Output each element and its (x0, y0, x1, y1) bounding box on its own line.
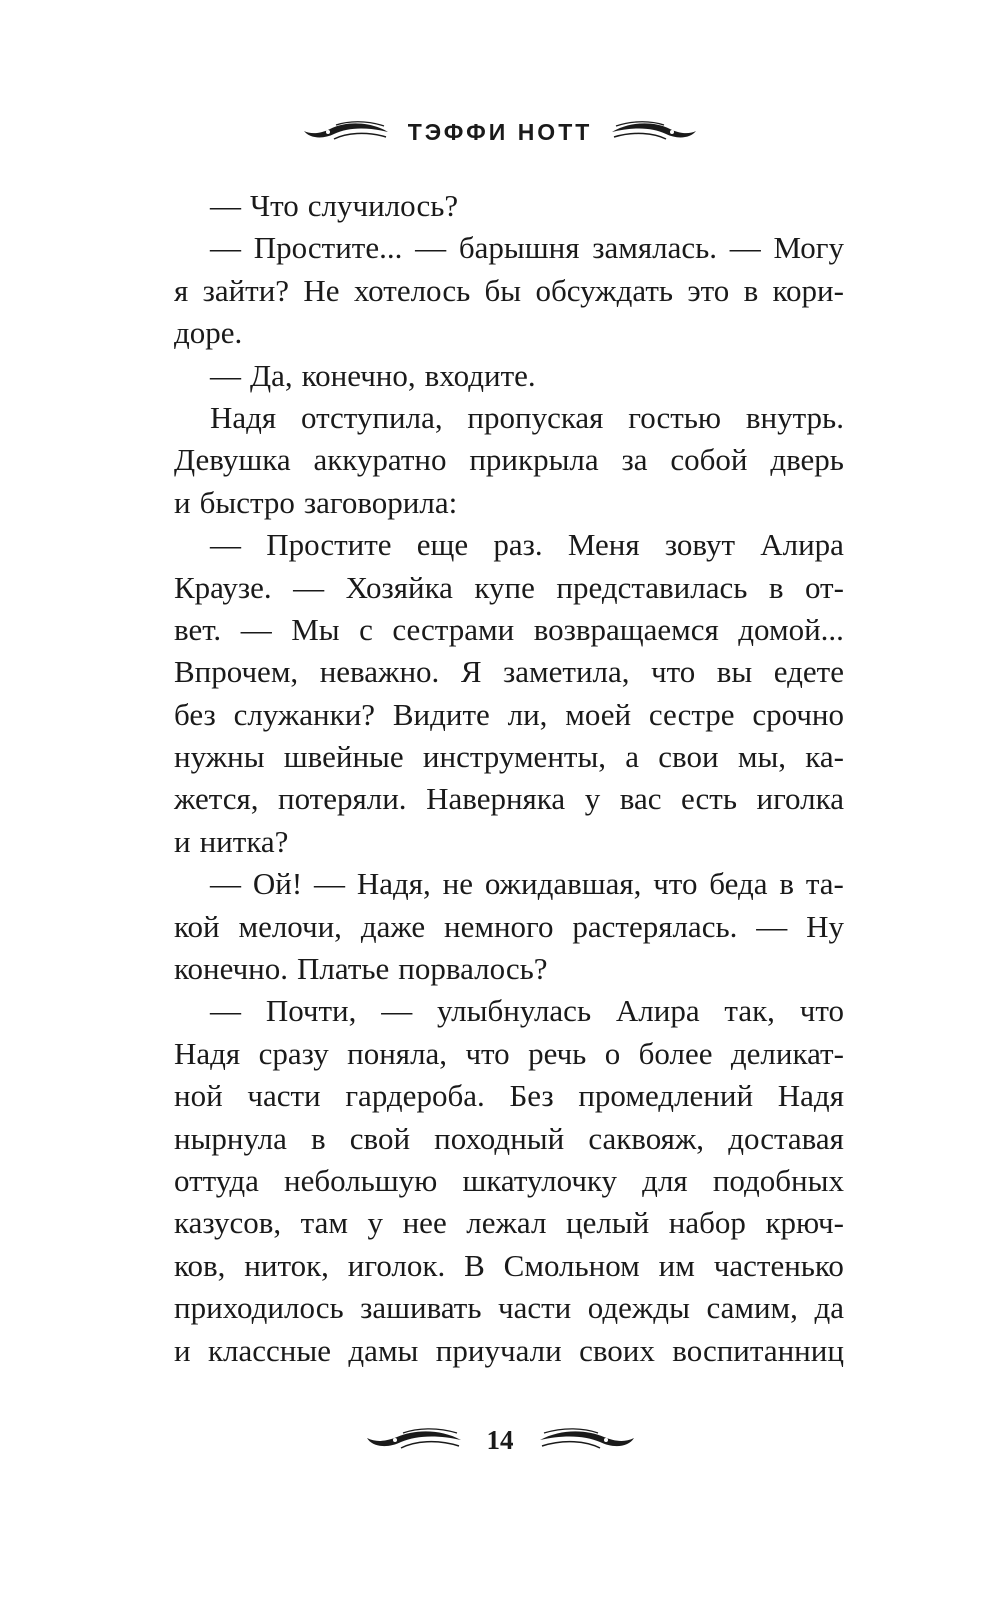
text-line: жется, потеряли. Наверняка у вас есть иголка (174, 781, 844, 817)
decorative-swirl-icon (610, 115, 700, 149)
running-header (0, 112, 1000, 152)
text-line: ной части гардероба. Без промедлений Надя (174, 1078, 844, 1114)
text-line: казусов, там у нее лежал целый набор крюч- (174, 1205, 844, 1241)
text-line: приходилось зашивать части одежды самим, да (174, 1290, 844, 1326)
text-line: — Простите еще раз. Меня зовут Алира (210, 527, 844, 563)
text-line: Надя сразу поняла, что речь о более деликат- (174, 1035, 844, 1071)
text-line: без служанки? Видите ли, моей сестре срочно (174, 696, 844, 732)
text-line: оттуда небольшую шкатулочку для подобных (174, 1162, 844, 1198)
text-line: нужны швейные инструменты, а свои мы, ка- (174, 739, 844, 775)
text-line: я зайти? Не хотелось бы обсуждать это в кори- (174, 272, 844, 308)
text-line: Краузе. — Хозяйка купе представилась в от- (174, 569, 844, 605)
text-line: — Ой! — Надя, не ожидавшая, что беда в та- (210, 866, 844, 902)
text-line: и нитка? (174, 823, 289, 859)
page-number: 14 (486, 1424, 514, 1455)
text-line: — Что случилось? (210, 188, 459, 223)
text-line: и быстро заговорила: (174, 484, 458, 520)
text-line: — Да, конечно, входите. (210, 357, 536, 393)
page-footer (0, 1420, 1000, 1460)
text-line: Впрочем, неважно. Я заметила, что вы едете (174, 654, 844, 690)
text-line: — Простите... — барышня замялась. — Могу (210, 230, 844, 266)
decorative-swirl-icon (363, 1423, 463, 1457)
text-line: Надя отступила, пропуская гостью внутрь. (210, 399, 844, 435)
decorative-swirl-icon (538, 1423, 638, 1457)
text-line: ков, ниток, иголок. В Смольном им частенько (174, 1247, 844, 1283)
text-line: кой мелочи, даже немного растерялась. — Ну (174, 908, 844, 944)
text-line: и классные дамы приучали своих воспитанниц (174, 1332, 844, 1368)
text-line: Девушка аккуратно прикрыла за собой дверь (174, 442, 844, 478)
text-line: — Почти, — улыбнулась Алира так, что (210, 993, 844, 1029)
decorative-swirl-icon (300, 115, 390, 149)
text-line: нырнула в свой походный саквояж, доставая (174, 1120, 844, 1156)
text-line: конечно. Платье порвалось? (174, 951, 548, 987)
text-line: вет. — Мы с сестрами возвращаемся домой... (174, 611, 844, 647)
text-line: доре. (174, 315, 243, 351)
page-body-text (174, 185, 844, 1372)
author-name: ТЭФФИ НОТТ (407, 118, 593, 145)
